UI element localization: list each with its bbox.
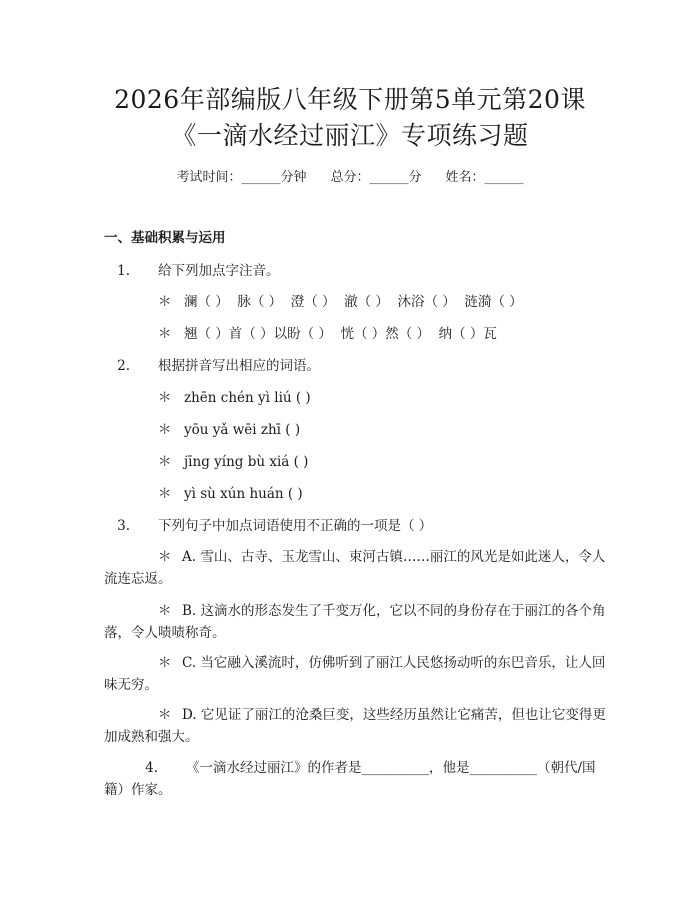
- bullet-icon: ＊: [158, 549, 172, 565]
- question-number: 4.: [145, 760, 158, 776]
- bullet-icon: ＊: [158, 707, 172, 723]
- list-item: ＊ jīng yíng bù xiá ( ): [158, 451, 628, 473]
- bullet-icon: ＊: [158, 326, 172, 342]
- list-item: ＊ 翘（ ）首（ ）以盼（ ） 恍（ ）然（ ） 纳（ ）瓦: [158, 323, 628, 345]
- option-c: ＊ C. 当它融入溪流时，仿佛听到了丽江人民悠扬动听的东巴音乐，让人回味无穷。: [104, 652, 614, 696]
- total-score-field: 总分：______分: [330, 170, 422, 185]
- bullet-icon: ＊: [158, 454, 172, 470]
- bullet-icon: ＊: [158, 486, 172, 502]
- list-item: ＊ 澜（ ） 脉（ ） 澄（ ） 澈（ ） 沐浴（ ） 涟漪（ ）: [158, 291, 628, 313]
- student-name-field: 姓名：______: [445, 170, 524, 185]
- list-item: ＊ zhēn chén yì liú ( ): [158, 387, 628, 409]
- question-text: 根据拼音写出相应的词语。: [158, 358, 320, 374]
- option-a: ＊ A. 雪山、古寺、玉龙雪山、束河古镇……丽江的风光是如此迷人，令人流连忘返。: [104, 546, 614, 590]
- question-number: 3.: [117, 518, 130, 534]
- question-text: 给下列加点字注音。: [158, 263, 280, 279]
- section-heading: 一、基础积累与运用: [104, 230, 226, 246]
- document-title-line1: 2026年部编版八年级下册第5单元第20课: [114, 85, 586, 114]
- option-b: ＊ B. 这滴水的形态发生了千变万化，它以不同的身份存在于丽江的各个角落，令人啧啧称奇。: [104, 600, 614, 644]
- exam-meta-line: [0, 168, 700, 188]
- document-title-line2: 《一滴水经过丽江》专项练习题: [171, 121, 529, 150]
- question-text: 下列句子中加点词语使用不正确的一项是（ ）: [158, 518, 433, 534]
- question-number: 1.: [117, 263, 130, 279]
- question-4: [104, 757, 614, 801]
- question-1: [104, 260, 604, 282]
- option-d: ＊ D. 它见证了丽江的沧桑巨变，这些经历虽然让它痛苦，但也让它变得更加成熟和强大。: [104, 704, 614, 748]
- list-item: ＊ yōu yǎ wēi zhī ( ): [158, 419, 628, 441]
- question-2: [104, 355, 604, 377]
- question-text: 《一滴水经过丽江》的作者是__________，他是__________（朝代/国籍）作家。: [104, 760, 596, 798]
- bullet-icon: ＊: [158, 390, 172, 406]
- bullet-icon: ＊: [158, 294, 172, 310]
- list-item: ＊ yì sù xún huán ( ): [158, 483, 628, 505]
- question-number: 2.: [117, 358, 130, 374]
- bullet-icon: ＊: [158, 422, 172, 438]
- bullet-icon: ＊: [158, 655, 172, 671]
- exam-time-field: 考试时间：______分钟: [176, 170, 307, 185]
- bullet-icon: ＊: [158, 603, 172, 619]
- question-3: [104, 515, 604, 537]
